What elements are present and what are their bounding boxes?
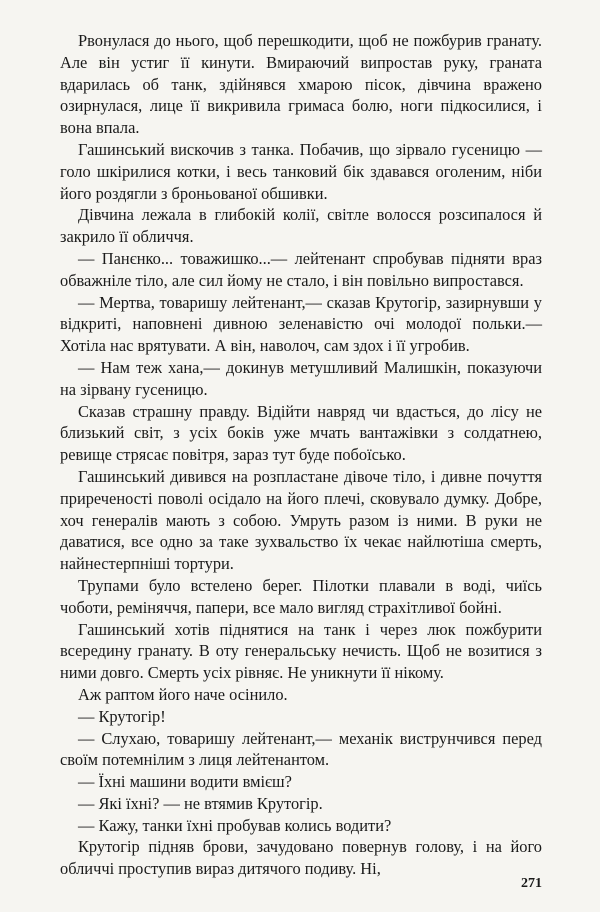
paragraph-9: Трупами було встелено берег. Пілотки плавали в воді, чиїсь чоботи, реміняччя, папери, все мало вигляд страхітливої бойні.: [60, 575, 542, 617]
paragraph-14: — Їхні машини водити вмієш?: [78, 772, 292, 792]
paragraph-2: Гашинський вискочив з танка. Побачив, що зірвало гусеницю — голо шкірилися котки, і весь танковий бік здавався оголеним, ніби його роздягли з броньованої обшивки.: [60, 139, 542, 203]
paragraph-7: Сказав страшну правду. Відійти навряд чи вдасться, до лісу не близький світ, з усіх боків уже мчать вантажівки з солдатнею, ревище стрясає повітря, зараз тут буде побоїсько.: [60, 401, 542, 465]
page-text: [60, 30, 542, 880]
paragraph-1: Рвонулася до нього, щоб перешкодити, щоб не пожбурив гранату. Але він устиг її кинути. Вмираючий випростав руку, граната вдарилась об танк, здійнявся хмарою пісок, дівчина вражено озирнулася, лице її викривила гримаса болю, ноги підкосилися, і вона впала.: [60, 31, 542, 138]
paragraph-15: — Які їхні? — не втямив Крутогір.: [78, 793, 323, 813]
paragraph-3: Дівчина лежала в глибокій колії, світле волосся розсипалося й закрило її обличчя.: [60, 205, 542, 247]
paragraph-10: Гашинський хотів піднятися на танк і через люк пожбурити всередину гранату. В оту генеральську нечисть. Щоб не возитися з ними довго. Смерть усіх рівняє. Не уникнути її нікому.: [60, 619, 542, 683]
paragraph-12: — Крутогір!: [78, 706, 166, 726]
paragraph-6: — Нам теж хана,— докинув метушливий Малишкін, показуючи на зірвану гусеницю.: [60, 357, 542, 399]
paragraph-17: Крутогір підняв брови, зачудовано повернув голову, і на його обличчі проступив вираз дитячого подиву. Ні,: [60, 837, 542, 879]
paragraph-8: Гашинський дивився на розпластане дівоче тіло, і дивне почуття приреченості поволі осідало на його плечі, сковувало думку. Добре, хоч генералів мають з собою. Умруть разом із ними. В руки не даватися, все одно за таке зухвальство їх чекає найлютіша смерть, найнестерпніші тортури.: [60, 466, 542, 574]
page-number: 271: [521, 876, 542, 891]
paragraph-13: — Слухаю, товаришу лейтенант,— механік виструнчився перед своїм потемнілим з лиця лейтенантом.: [60, 728, 542, 770]
paragraph-4: — Панєнко... товажишко...— лейтенант спробував підняти враз обважніле тіло, але сил йому не стало, і він повільно випростався.: [60, 248, 542, 290]
paragraph-11: Аж раптом його наче осінило.: [78, 684, 288, 704]
paragraph-16: — Кажу, танки їхні пробував колись водити?: [78, 815, 392, 835]
paragraph-5: — Мертва, товаришу лейтенант,— сказав Крутогір, зазирнувши у відкриті, наповнені дивною зеленавістю очі молодої польки.— Хотіла нас врятувати. А він, наволоч, сам здох і її угробив.: [60, 292, 542, 356]
